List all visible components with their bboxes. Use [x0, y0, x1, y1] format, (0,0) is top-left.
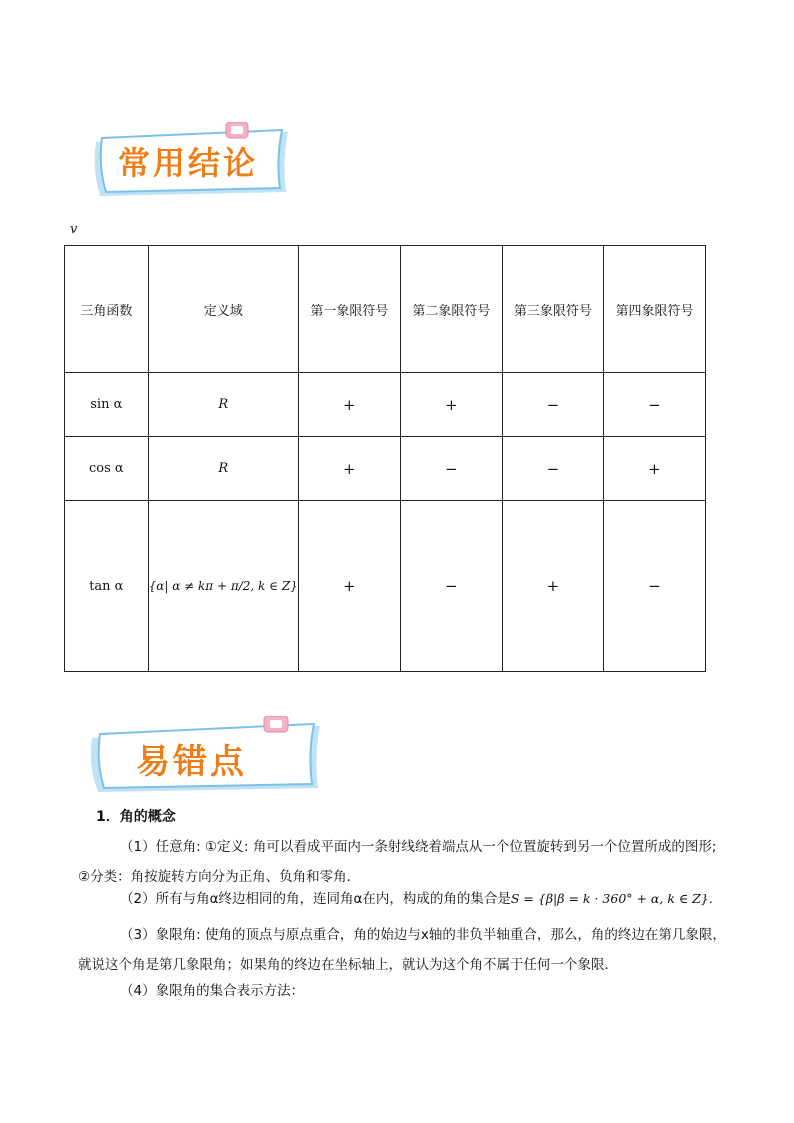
banner-common-conclusions [90, 122, 290, 200]
banner-title: 常用结论 [118, 144, 259, 182]
header-cell: 定义域 [148, 246, 298, 373]
table-row [65, 373, 706, 437]
sign-cell: + [298, 437, 400, 501]
header-cell: 三角函数 [65, 246, 149, 373]
banner-title: 易错点 [136, 742, 247, 782]
sign-cell: − [400, 437, 502, 501]
header-cell: 第三象限符号 [502, 246, 603, 373]
trig-sign-table [64, 245, 706, 672]
sign-cell: − [400, 501, 502, 672]
domain-cell: R [148, 373, 298, 437]
sign-cell: + [298, 373, 400, 437]
domain-cell: R [148, 437, 298, 501]
banner-common-mistakes [86, 716, 324, 796]
sign-cell: − [603, 501, 705, 672]
table-header-row [65, 246, 706, 373]
sign-cell: − [502, 437, 603, 501]
sign-cell: − [502, 373, 603, 437]
function-cell: sin α [65, 373, 149, 437]
header-cell: 第四象限符号 [603, 246, 705, 373]
sign-cell: + [502, 501, 603, 672]
paragraph: （1）任意角: ①定义: 角可以看成平面内一条射线绕着端点从一个位置旋转到另一个位置所成的图形; ②分类：角按旋转方向分为正角、负角和零角． [78, 839, 717, 885]
function-cell: tan α [65, 501, 149, 672]
table-row [65, 437, 706, 501]
paragraph-text: （2）所有与角α终边相同的角，连同角α在内，构成的角的集合是 [120, 891, 511, 907]
paragraph: （3）象限角: 使角的顶点与原点重合，角的始边与x轴的非负半轴重合，那么，角的终边在第几象限，就说这个角是第几象限角；如果角的终边在坐标轴上，就认为这个角不属于任何一个象限． [78, 927, 726, 973]
sign-cell: + [603, 437, 705, 501]
sign-cell: − [603, 373, 705, 437]
sign-cell: + [298, 501, 400, 672]
domain-cell: {α| α ≠ kπ + π/2, k ∈ Z} [148, 501, 298, 672]
header-cell: 第二象限符号 [400, 246, 502, 373]
sign-cell: + [400, 373, 502, 437]
stray-mark: v [70, 222, 78, 237]
paragraph [78, 884, 728, 914]
function-cell: cos α [65, 437, 149, 501]
section-heading: 1．角的概念 [96, 809, 176, 825]
header-cell: 第一象限符号 [298, 246, 400, 373]
table-row [65, 501, 706, 672]
set-formula: S = {β|β = k · 360° + α, k ∈ Z}． [510, 891, 722, 906]
paragraph: （4）象限角的集合表示方法： [120, 983, 305, 999]
